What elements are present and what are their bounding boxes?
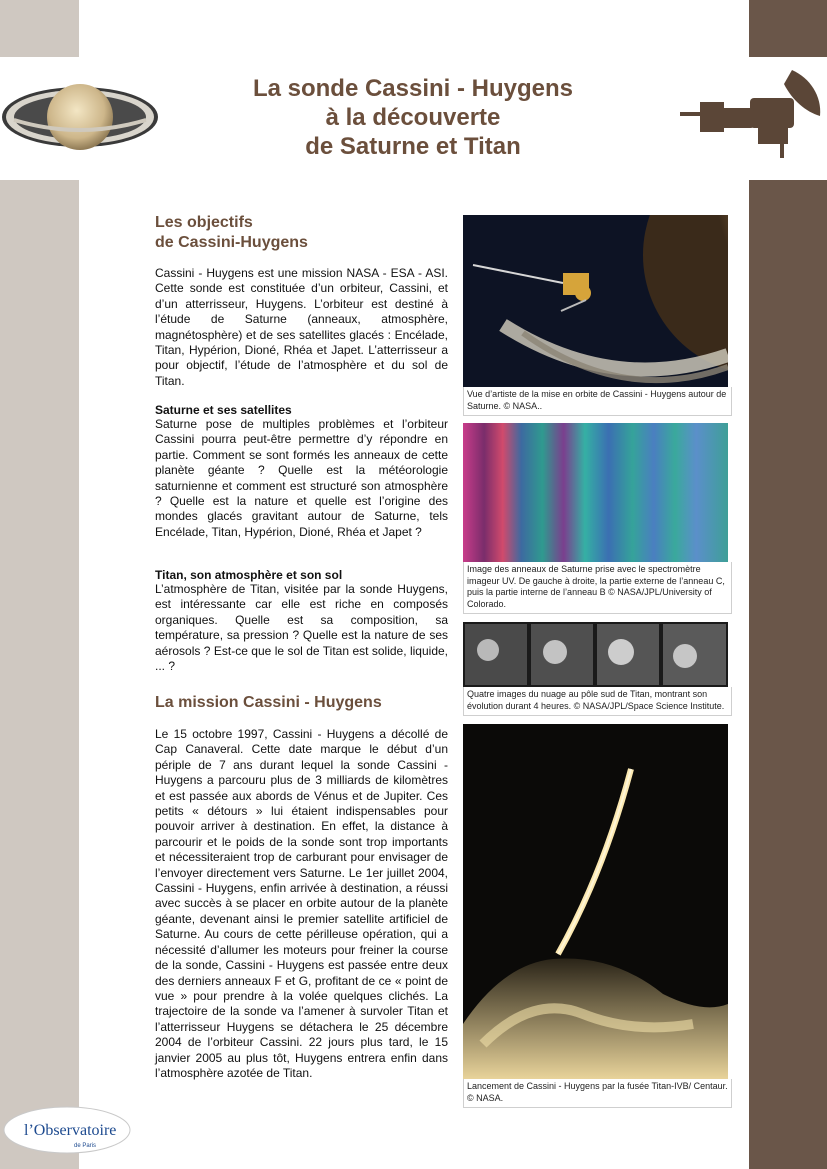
observatoire-logo: [2, 1105, 132, 1155]
rings-spectrum-image: [463, 423, 728, 562]
svg-text:l’Observatoire: l’Observatoire: [24, 1122, 117, 1139]
saturn-subheading: Saturne et ses satellites: [155, 403, 292, 417]
cassini-probe-illustration: [680, 68, 825, 160]
clouds-caption: Quatre images du nuage au pôle sud de Titan, montrant son évolution durant 4 heures. © NASA/JPL/Space Science Institute.: [463, 687, 732, 716]
objectives-section: [155, 213, 448, 253]
page-title: [180, 74, 646, 161]
title-line-2: à la découverte: [325, 104, 501, 131]
titan-clouds-image: [463, 622, 728, 687]
mission-paragraph: Le 15 octobre 1997, Cassini - Huygens a décollé de Cap Canaveral. Cette date marque le début d’un périple de 7 ans durant lequel la sonde Cassini - Huygens a parcouru plus de 3 milliards de kilomètres et est passée aux abords de Vénus et de Jupiter. Ces petits « détours » lui étaient indispensables pour pouvoir arriver à destination. En effet, la distance à parcourir et le poids de la sonde sont trop importants et nécessiteraient trop de carburant pour envisager de l’envoyer directement vers Saturne. Le 1er juillet 2004, Cassini - Huygens, enfin arrivée à destination, a réussi avec succès à se placer en orbite autour de la planète géante, devenant ainsi le premier satellite artificiel de Saturne. Au cours de cette périlleuse opération, qui a nécessité d’allumer les moteurs pour freiner la course de la sonde, Cassini - Huygens est passée entre deux des derniers anneaux F et G, profitant de ce « point de vue » pour prendre à la volée quelques clichés. La trajectoire de la sonde va l’amener à survoler Titan et l’atterrisseur Huygens se détachera le 25 décembre 2004 de l’orbiteur Cassini. 22 jours plus tard, le 15 janvier 2005 au plus tôt, Huygens entrera enfin dans l’atmosphère azotée de Titan.: [155, 727, 448, 1080]
right-band-top: [749, 0, 827, 57]
left-band: [0, 180, 79, 1169]
saturn-paragraph: Saturne pose de multiples problèmes et l’orbiteur Cassini pourra peut-être permettre d’y répondre en partie. Comment se sont formés les anneaux de cette planète géante ? Quelle est la météorologie saturnienne et comment est structuré son atmosphère ? Quelle est la nature et quelle est l’origine des mondes glacés gravitant autour de Saturne, tels Encélade, Titan, Hypérion, Dioné, Rhéa et Japet ?: [155, 417, 448, 539]
orbit-caption: Vue d’artiste de la mise en orbite de Cassini - Huygens autour de Saturne. © NASA..: [463, 387, 732, 416]
saturn-illustration: [0, 82, 160, 152]
title-line-1: La sonde Cassini - Huygens: [252, 75, 574, 102]
rings-caption: Image des anneaux de Saturne prise avec le spectromètre imageur UV. De gauche à droite, la partie externe de l’anneau C, puis la partie interne de l’anneau B © NASA/JPL/University of Colorado.: [463, 562, 732, 614]
titan-subheading: Titan, son atmosphère et son sol: [155, 568, 343, 582]
mission-heading: La mission Cassini - Huygens: [155, 694, 382, 711]
launch-caption: Lancement de Cassini - Huygens par la fusée Titan-IVB/ Centaur. © NASA.: [463, 1079, 732, 1108]
svg-text:de Paris: de Paris: [74, 1143, 97, 1149]
orbit-insertion-image: [463, 215, 728, 387]
objectives-heading-2: de Cassini-Huygens: [155, 234, 308, 251]
objectives-heading-1: Les objectifs: [155, 214, 253, 231]
right-band: [749, 180, 827, 1169]
title-line-3: de Saturne et Titan: [305, 133, 521, 160]
launch-image: [463, 724, 728, 1079]
left-band-top: [0, 0, 79, 57]
titan-paragraph: L’atmosphère de Titan, visitée par la sonde Huygens, est intéressante car elle est riche en composés organiques. Quelle est sa composition, sa température, sa pression ? Quelle est la nature de ses aérosols ? Est-ce que le sol de Titan est solide, liquide, ... ?: [155, 582, 448, 674]
objectives-intro: Cassini - Huygens est une mission NASA - ESA - ASI. Cette sonde est constituée d’un orbiteur, Cassini, et d’un atterrisseur, Huygens. L’orbiteur est destiné à l’étude de Saturne (anneaux, atmosphère, magnétosphère) et de ses satellites glacés : Encélade, Titan, Hypérion, Dioné, Rhéa et Japet. L’atterrisseur a pour objectif, l’étude de l’atmosphère et du sol de Titan.: [155, 266, 448, 388]
